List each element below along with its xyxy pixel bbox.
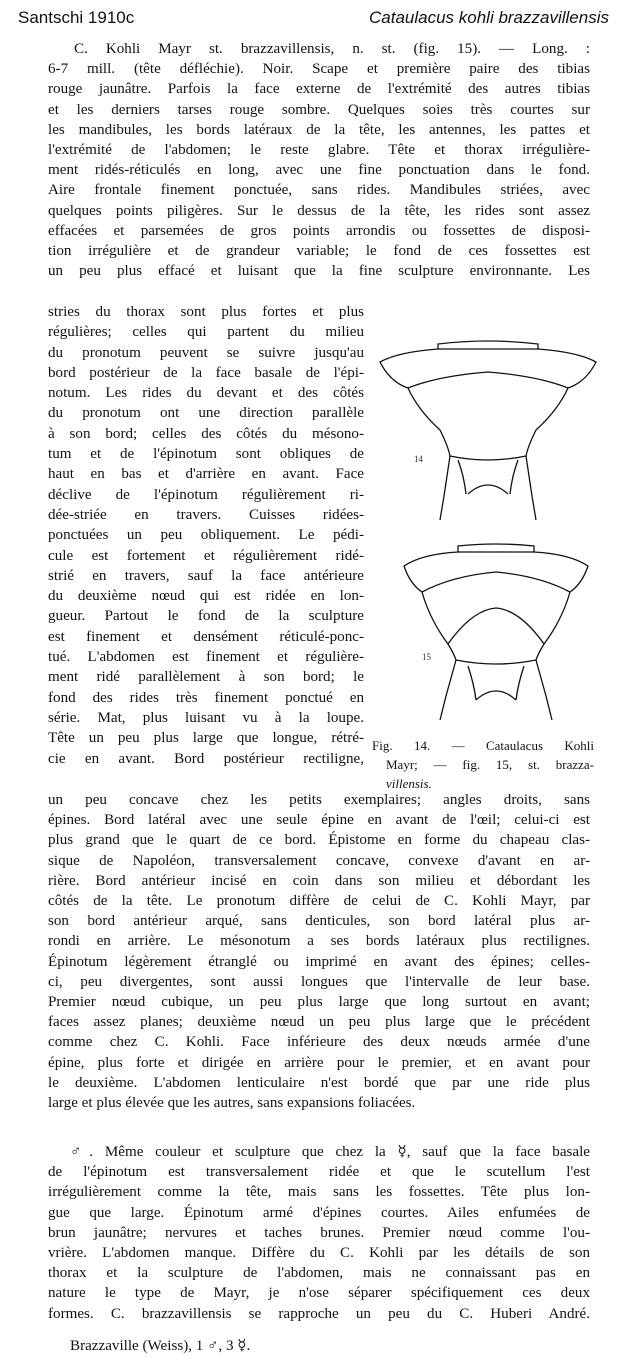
text-line: gueur. Partout le fond de la sculpture xyxy=(48,608,364,625)
figure-15-ant-thorax xyxy=(392,540,598,730)
text-line: ponctuées un peu obliquement. Le pédi- xyxy=(48,527,364,544)
text-line: effacées et parsemées de gros points arrondis ou fossettes de disposi- xyxy=(48,222,590,239)
text-line: ment ridés-réticulés en long, avec une fine ponctuation dans le fond. xyxy=(48,162,590,179)
text-line: épines. Bord latéral avec une seule épine en avant de l'œil; celui-ci est xyxy=(48,812,590,829)
text-line: brun jaunâtre; nervures et taches brunes. Premier nœud comme l'ou- xyxy=(48,1224,590,1241)
text-line: irrégulièrement comme la tête, mais sans les fossettes. Tête plus lon- xyxy=(48,1184,590,1201)
text-line: plus grand que le quart de ce bord. Épistome en forme du chapeau clas- xyxy=(48,832,590,849)
text-line: son bord antérieur arqué, sans denticules, son bord latéral plus ar- xyxy=(48,913,590,930)
text-line: régulières; celles qui partent du milieu xyxy=(48,324,364,341)
text-line: du deuxième nœud qui est ridée en lon- xyxy=(48,588,364,605)
column-text xyxy=(48,302,364,769)
running-header-title: Cataulacus kohli brazzavillensis xyxy=(368,8,609,27)
figure-14-label: 14 xyxy=(414,454,423,464)
text-line: série. Mat, plus luisant vu à la loupe. xyxy=(48,709,364,726)
text-line: formes. C. brazzavillensis se rapproche un peu du C. Huberi André. xyxy=(48,1305,590,1322)
paragraph-male xyxy=(48,1142,590,1324)
text-line: rière. Bord antérieur incisé en coin dans son milieu et débordant les xyxy=(48,872,590,889)
text-line: du pronotum ont une direction parallèle xyxy=(48,405,364,422)
text-line: Tête un peu plus large que longue, rétré- xyxy=(48,730,364,747)
text-line: le deuxième. L'abdomen lenticulaire n'est bordé que par une ride plus xyxy=(48,1074,590,1091)
text-line: cie en avant. Bord postérieur rectiligne, xyxy=(48,750,364,767)
text-line: déclive de l'épinotum régulièrement ri- xyxy=(48,486,364,503)
running-header-author: Santschi 1910c xyxy=(18,8,135,27)
text-line: 6-7 mill. (tête défléchie). Noir. Scape et première paire des tibias xyxy=(48,61,590,78)
text-line: ♂. Même couleur et sculpture que chez la ☿, sauf que la face basale xyxy=(70,1144,590,1160)
text-line: du pronotum peuvent se suivre jusqu'au xyxy=(48,344,364,361)
text-line: C. Kohli Mayr st. brazzavillensis, n. st. (fig. 15). — Long. : xyxy=(74,41,590,57)
paragraph-description xyxy=(48,39,590,281)
text-line: et les derniers tarses rouge sombre. Quelques soies très courtes sur xyxy=(48,101,590,118)
text-line: de l'épinotum est transversalement ridée et que le scutellum l'est xyxy=(48,1164,590,1181)
text-line: faces assez planes; deuxième nœud un peu plus large que le précédent xyxy=(48,1014,590,1031)
text-line: à son bord; celles des côtés du mésono- xyxy=(48,425,364,442)
text-line: dée-striée en travers. Cuisses ridées- xyxy=(48,506,364,523)
text-line: stries du thorax sont plus fortes et plus xyxy=(48,304,364,320)
caption-line: Fig. 14. — Cataulacus Kohli xyxy=(372,738,594,753)
text-line: tion irrégulière et de grandeur variable; le fond de ces fossettes est xyxy=(48,243,590,260)
text-line: bord postérieur de la face basale de l'épi- xyxy=(48,364,364,381)
text-line: cule est fortement et régulièrement ridé- xyxy=(48,547,364,564)
text-line: fond des rides très finement ponctué en xyxy=(48,689,364,706)
text-line: haut en bas et d'arrière en avant. Face xyxy=(48,466,364,483)
caption-line: villensis. xyxy=(386,776,432,791)
text-line: Premier nœud cubique, un peu plus large que long surtout en avant; xyxy=(48,994,590,1011)
text-line: un peu plus effacé et luisant que la fine sculpture environnante. Les xyxy=(48,263,590,280)
text-line: sique de Napoléon, transversalement concave, convexe d'avant en ar- xyxy=(48,852,590,869)
text-line: gue que large. Épinotum armé d'épines courtes. Ailes enfumées de xyxy=(48,1204,590,1221)
text-line: strié en travers, sauf la face antérieure xyxy=(48,567,364,584)
text-line: tum et de l'épinotum sont obliques de xyxy=(48,446,364,463)
text-line: tué. L'abdomen est finement et régulière- xyxy=(48,649,364,666)
figure-14-ant-thorax xyxy=(378,336,598,526)
text-line: les mandibules, les bords latéraux de la tête, les antennes, les pattes et xyxy=(48,121,590,138)
text-line: nature le type de Mayr, je n'ose séparer spécifiquement ces deux xyxy=(48,1285,590,1302)
locality-record: Brazzaville (Weiss), 1 ♂, 3 ☿. xyxy=(70,1338,251,1354)
text-line: large et plus élevée que les autres, sans expansions foliacées. xyxy=(48,1095,416,1112)
paragraph-continued xyxy=(48,790,590,1113)
text-line: rouge jaunâtre. Parfois la face externe de l'extrémité des autres tibias xyxy=(48,81,590,98)
text-line: ci, peu divergentes, sont aussi longues que l'intervalle de leur base. xyxy=(48,973,590,990)
text-line: vrière. L'abdomen manque. Diffère du C. Kohli par les détails de son xyxy=(48,1245,590,1262)
text-line: côtés de la tête. Le pronotum diffère de celui de C. Kohli Mayr, par xyxy=(48,893,590,910)
text-line: notum. Les rides du devant et des côtés xyxy=(48,385,364,402)
figure-caption xyxy=(372,736,594,793)
text-line: quelques points piligères. Sur le dessus de la tête, les rides sont assez xyxy=(48,202,590,219)
caption-line: Mayr; — fig. 15, st. brazza- xyxy=(386,757,594,772)
text-line: comme chez C. Kohli. Face inférieure des deux nœuds armée d'une xyxy=(48,1034,590,1051)
text-line: Aire frontale finement ponctuée, sans rides. Mandibules striées, avec xyxy=(48,182,590,199)
text-line: thorax et la sculpture de l'abdomen, mais ne connaissant pas en xyxy=(48,1265,590,1282)
text-line: l'extrémité de l'abdomen; le reste glabre. Tête et thorax irrégulière- xyxy=(48,142,590,159)
text-line: un peu concave chez les petits exemplaires; angles droits, sans xyxy=(48,792,590,808)
text-line: Épinotum légèrement étranglé ou imprimé en avant des épines; celles- xyxy=(48,953,590,970)
text-line: ment ridé parallèlement à son bord; le xyxy=(48,669,364,686)
text-line: rondi en arrière. Le mésonotum a ses bords latéraux plus rectilignes. xyxy=(48,933,590,950)
figure-15-label: 15 xyxy=(422,652,431,662)
text-line: épine, plus forte et dirigée en arrière pour le premier, et en avant pour xyxy=(48,1054,590,1071)
text-line: est finement et densément réticulé-ponc- xyxy=(48,628,364,645)
